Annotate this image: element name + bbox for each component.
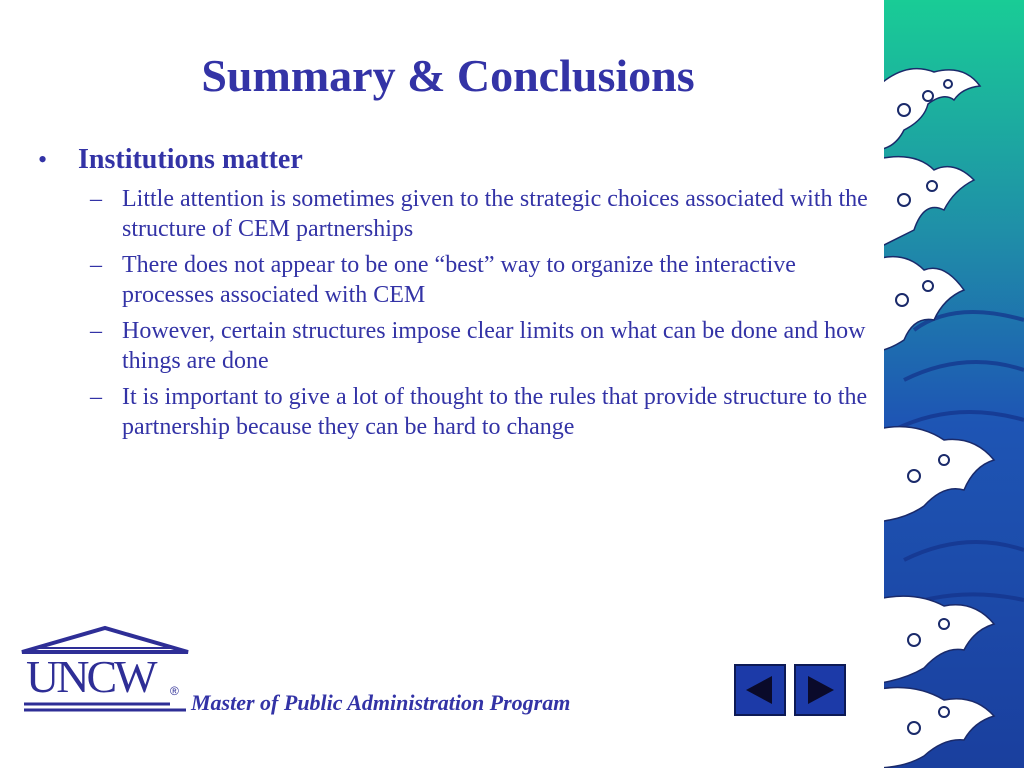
- sub-bullet-list: [34, 184, 874, 442]
- triangle-right-icon: [802, 672, 838, 708]
- bullet-item: [34, 144, 874, 176]
- sub-bullet-item: [34, 382, 874, 442]
- bullet-text: Institutions matter: [78, 144, 303, 175]
- uncw-logo: [20, 622, 190, 718]
- slide-title: Summary & Conclusions: [201, 50, 695, 101]
- next-slide-button[interactable]: [794, 664, 846, 716]
- wave-decoration: [884, 0, 1024, 768]
- sub-bullet-marker: –: [90, 252, 102, 278]
- sub-bullet-item: [34, 184, 874, 244]
- sub-bullet-text: Little attention is sometimes given to the strategic choices associated with the structure of CEM partnerships: [122, 186, 868, 242]
- sub-bullet-text: There does not appear to be one “best” way to organize the interactive processes associated with CEM: [122, 252, 796, 308]
- sub-bullet-item: [34, 250, 874, 310]
- previous-slide-button[interactable]: [734, 664, 786, 716]
- sub-bullet-marker: –: [90, 186, 102, 212]
- sub-bullet-marker: –: [90, 318, 102, 344]
- triangle-left-icon: [742, 672, 778, 708]
- sub-bullet-marker: –: [90, 384, 102, 410]
- logo-text: UNCW: [26, 651, 155, 702]
- registered-mark: ®: [170, 684, 179, 698]
- sub-bullet-item: [34, 316, 874, 376]
- program-name: Master of Public Administration Program: [191, 690, 571, 715]
- slide-content: [34, 144, 874, 448]
- sub-bullet-text: However, certain structures impose clear limits on what can be done and how things are done: [122, 318, 866, 374]
- bullet-marker: •: [38, 145, 48, 174]
- sub-bullet-text: It is important to give a lot of thought to the rules that provide structure to the partnership because they can be hard to change: [122, 384, 868, 440]
